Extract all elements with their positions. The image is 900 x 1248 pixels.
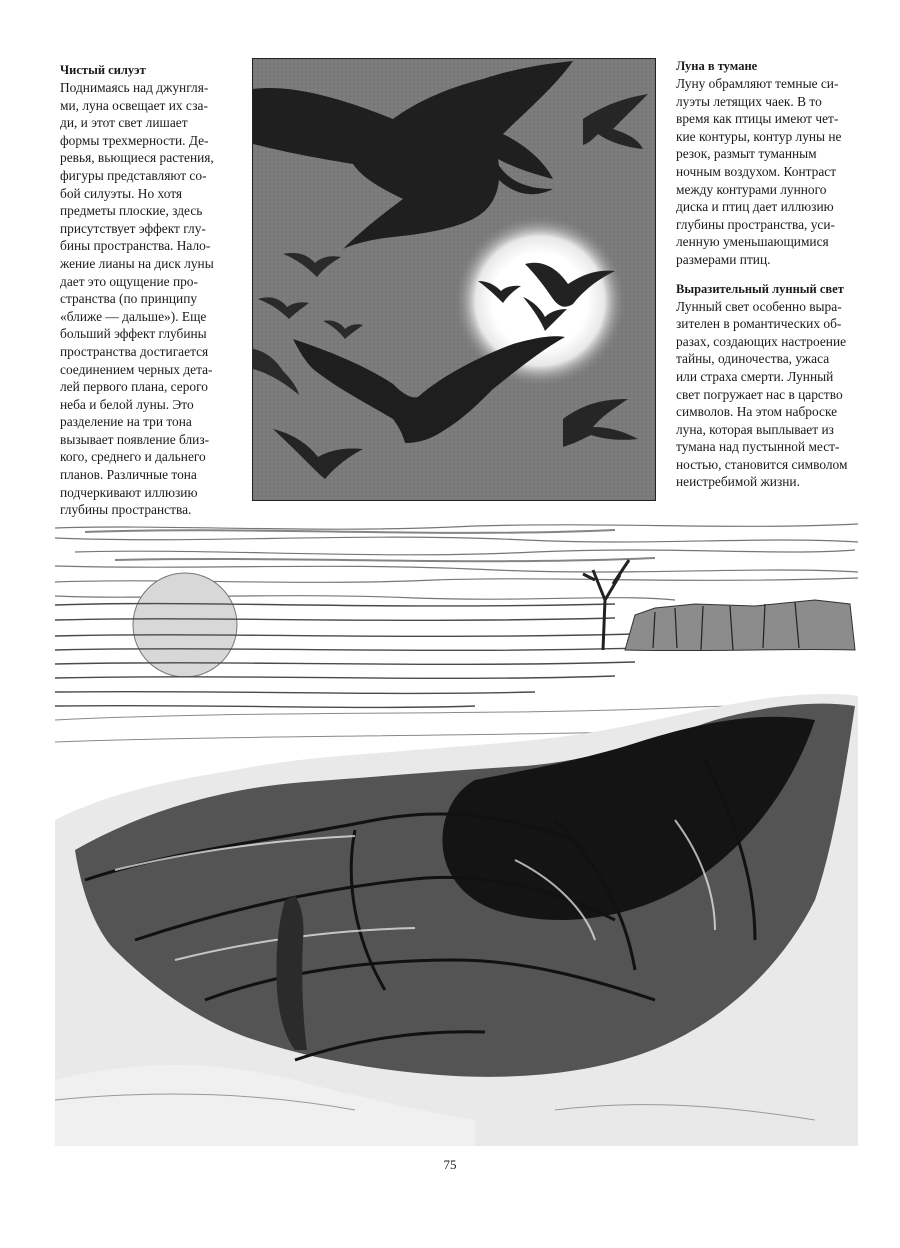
left-text-column: [60, 62, 240, 519]
right-text-column: [676, 58, 876, 491]
paragraph-expressive-moonlight: Лунный свет особенно выра- зителен в романтических об- разах, создающих настроение тайны, одиночества, ужаса или страха смерти. Лунный свет погружает нас в царство символов. На этом наброске луна, которая выплывает из тумана над пустынной мест- ностью, становится символом неистребимой жизни.: [676, 298, 848, 490]
illustration-moon-in-fog: [252, 58, 656, 501]
section-expressive-moonlight: [676, 281, 876, 492]
desert-sketch-drawing: [55, 520, 858, 1146]
illustration-desert-moonlight-sketch: [55, 520, 858, 1146]
sketch-moon: [133, 573, 237, 677]
moon-birds-drawing: [253, 59, 655, 500]
heading-pure-silhouette: Чистый силуэт: [60, 63, 146, 77]
paragraph-pure-silhouette: Поднимаясь над джунгля- ми, луна освещает их сза- ди, и этот свет лишает формы трехмерности. Де- ревья, вьющиеся растения, фигуры представляют со- бой силуэты. Но хотя предметы плоские, здесь присутствует эффект глу- бины пространства. Нало- жение лианы на диск луны дает это ощущение про- странства (по принципу «ближе — дальше»). Еще больший эффект глубины пространства достигается соединением черных дета- лей первого плана, серого неба и белой луны. Это разделение на три тона вызывает появление близ- кого, среднего и дальнего планов. Различные тона подчеркивают иллюзию глубины пространства.: [60, 80, 214, 518]
heading-expressive-moonlight: Выразительный лунный свет: [676, 281, 844, 296]
page-number: 75: [443, 1157, 457, 1172]
heading-moon-in-fog: Луна в тумане: [676, 59, 758, 73]
section-moon-in-fog: [676, 58, 876, 269]
paragraph-moon-in-fog: Луну обрамляют темные си- луэты летящих чаек. В то время как птицы имеют чет- кие контуры, контур луны не резок, размыт туманным ночным воздухом. Контраст между контурами лунного диска и птиц дает иллюзию глубины пространства, уси- ленную уменьшающимися размерами птиц.: [676, 76, 842, 267]
